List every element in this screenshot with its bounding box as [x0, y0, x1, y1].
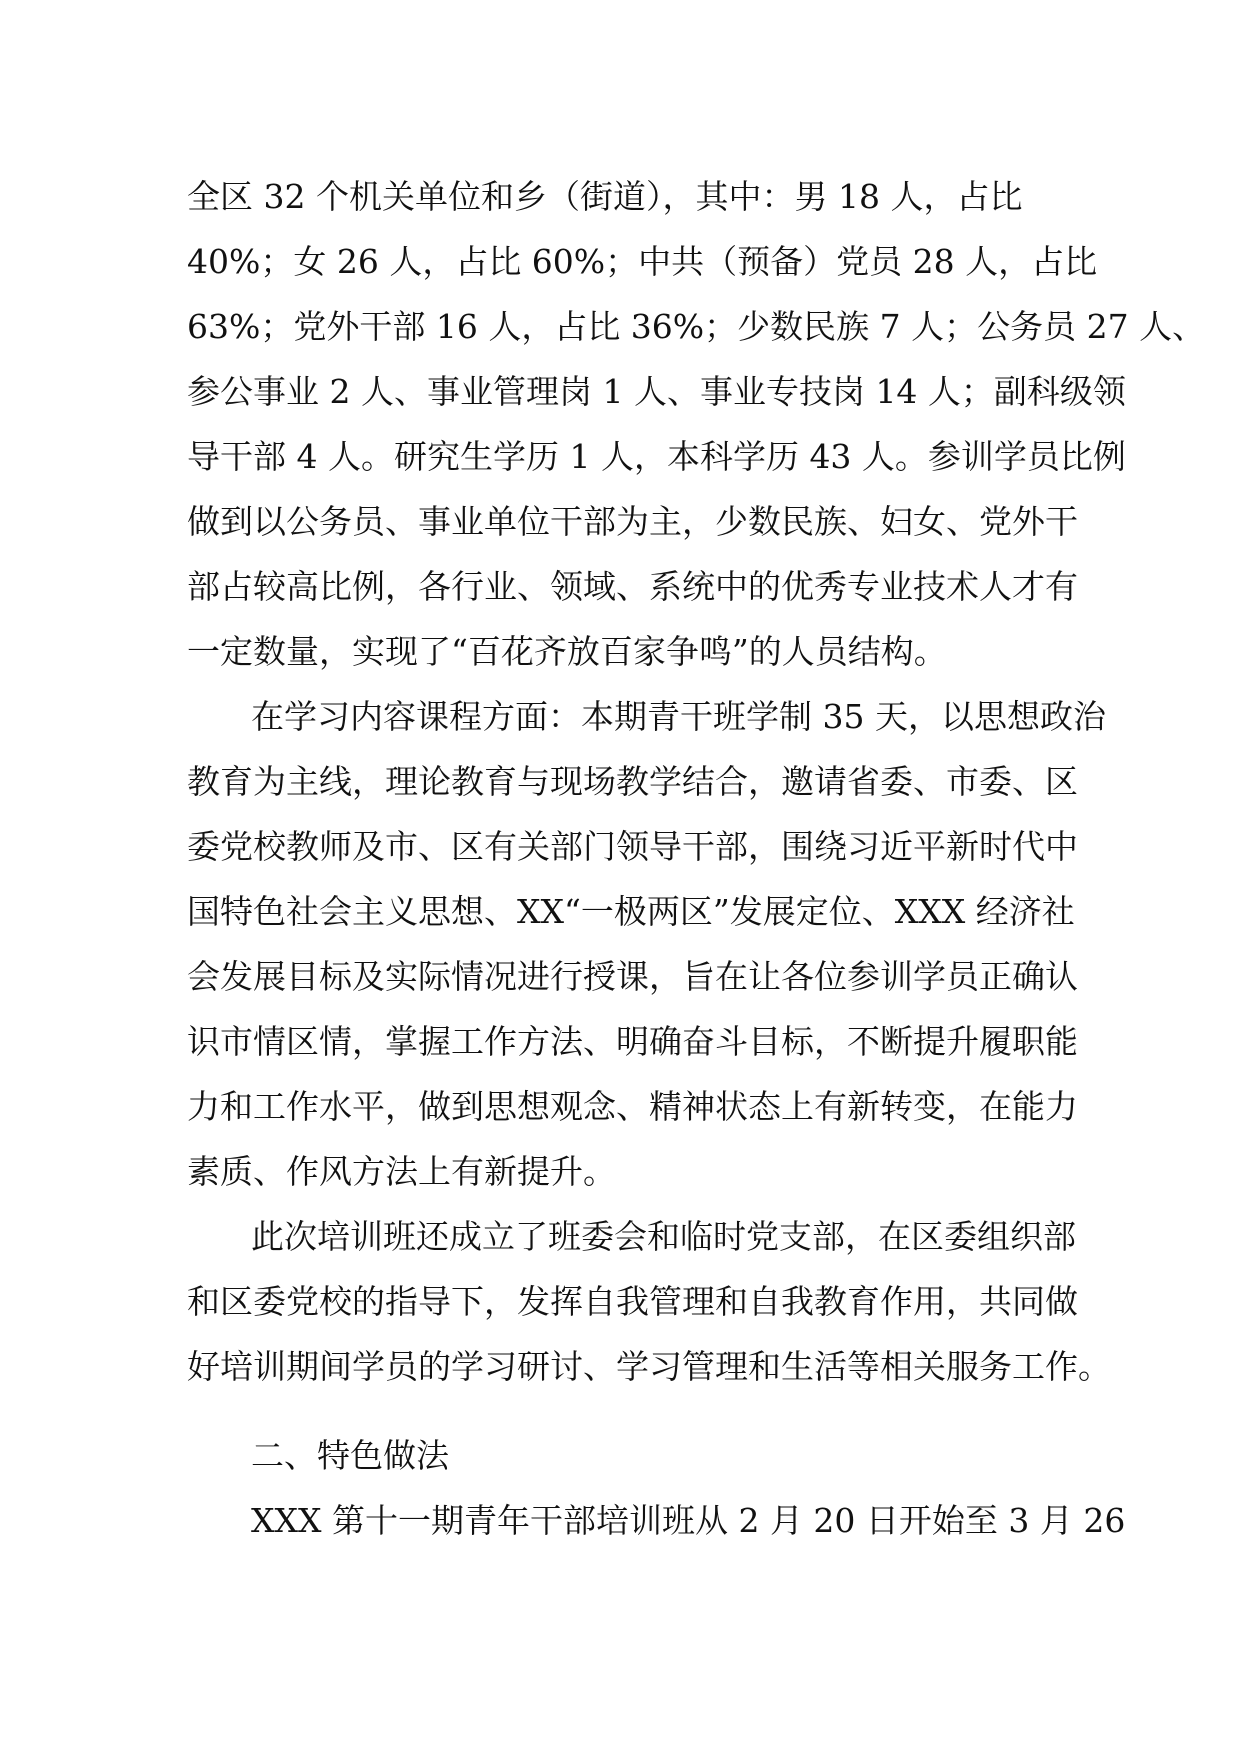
text-line: 素质、作风方法上有新提升。 [187, 1152, 616, 1191]
paragraph-participants [187, 164, 1206, 684]
text-line: 部占较高比例，各行业、领域、系统中的优秀专业技术人才有 [187, 567, 1078, 606]
text-line: 委党校教师及市、区有关部门领导干部，围绕习近平新时代中 [187, 827, 1078, 866]
text-line: 识市情区情，掌握工作方法、明确奋斗目标，不断提升履职能 [187, 1022, 1078, 1061]
text-line: 力和工作水平，做到思想观念、精神状态上有新转变，在能力 [187, 1087, 1078, 1126]
paragraph-curriculum [187, 684, 1106, 1204]
paragraph-features [187, 1488, 1126, 1553]
text-line: 教育为主线，理论教育与现场教学结合，邀请省委、市委、区 [187, 762, 1078, 801]
text-line: 63%；党外干部 16 人，占比 36%；少数民族 7 人；公务员 27 人、 [187, 307, 1206, 346]
paragraph-class-committee [187, 1204, 1111, 1399]
text-line: 此次培训班还成立了班委会和临时党支部，在区委组织部 [251, 1217, 1076, 1256]
text-line: 40%；女 26 人，占比 60%；中共（预备）党员 28 人，占比 [187, 242, 1098, 281]
text-line: 国特色社会主义思想、XX“一极两区”发展定位、XXX 经济社 [187, 892, 1075, 931]
text-line: 做到以公务员、事业单位干部为主，少数民族、妇女、党外干 [187, 502, 1078, 541]
text-line: 和区委党校的指导下，发挥自我管理和自我教育作用，共同做 [187, 1282, 1078, 1321]
text-line: 会发展目标及实际情况进行授课，旨在让各位参训学员正确认 [187, 957, 1078, 996]
text-line: 一定数量，实现了“百花齐放百家争鸣”的人员结构。 [187, 632, 947, 671]
text-line: 全区 32 个机关单位和乡（街道），其中：男 18 人，占比 [187, 177, 1023, 216]
text-line: 好培训期间学员的学习研讨、学习管理和生活等相关服务工作。 [187, 1347, 1111, 1386]
document-body [187, 164, 1206, 1553]
text-line: 在学习内容课程方面：本期青干班学制 35 天，以思想政治 [251, 697, 1106, 736]
text-line: XXX 第十一期青年干部培训班从 2 月 20 日开始至 3 月 26 [251, 1501, 1126, 1540]
section-heading: 二、特色做法 [251, 1436, 449, 1475]
text-line: 导干部 4 人。研究生学历 1 人，本科学历 43 人。参训学员比例 [187, 437, 1126, 476]
text-line: 参公事业 2 人、事业管理岗 1 人、事业专技岗 14 人；副科级领 [187, 372, 1126, 411]
